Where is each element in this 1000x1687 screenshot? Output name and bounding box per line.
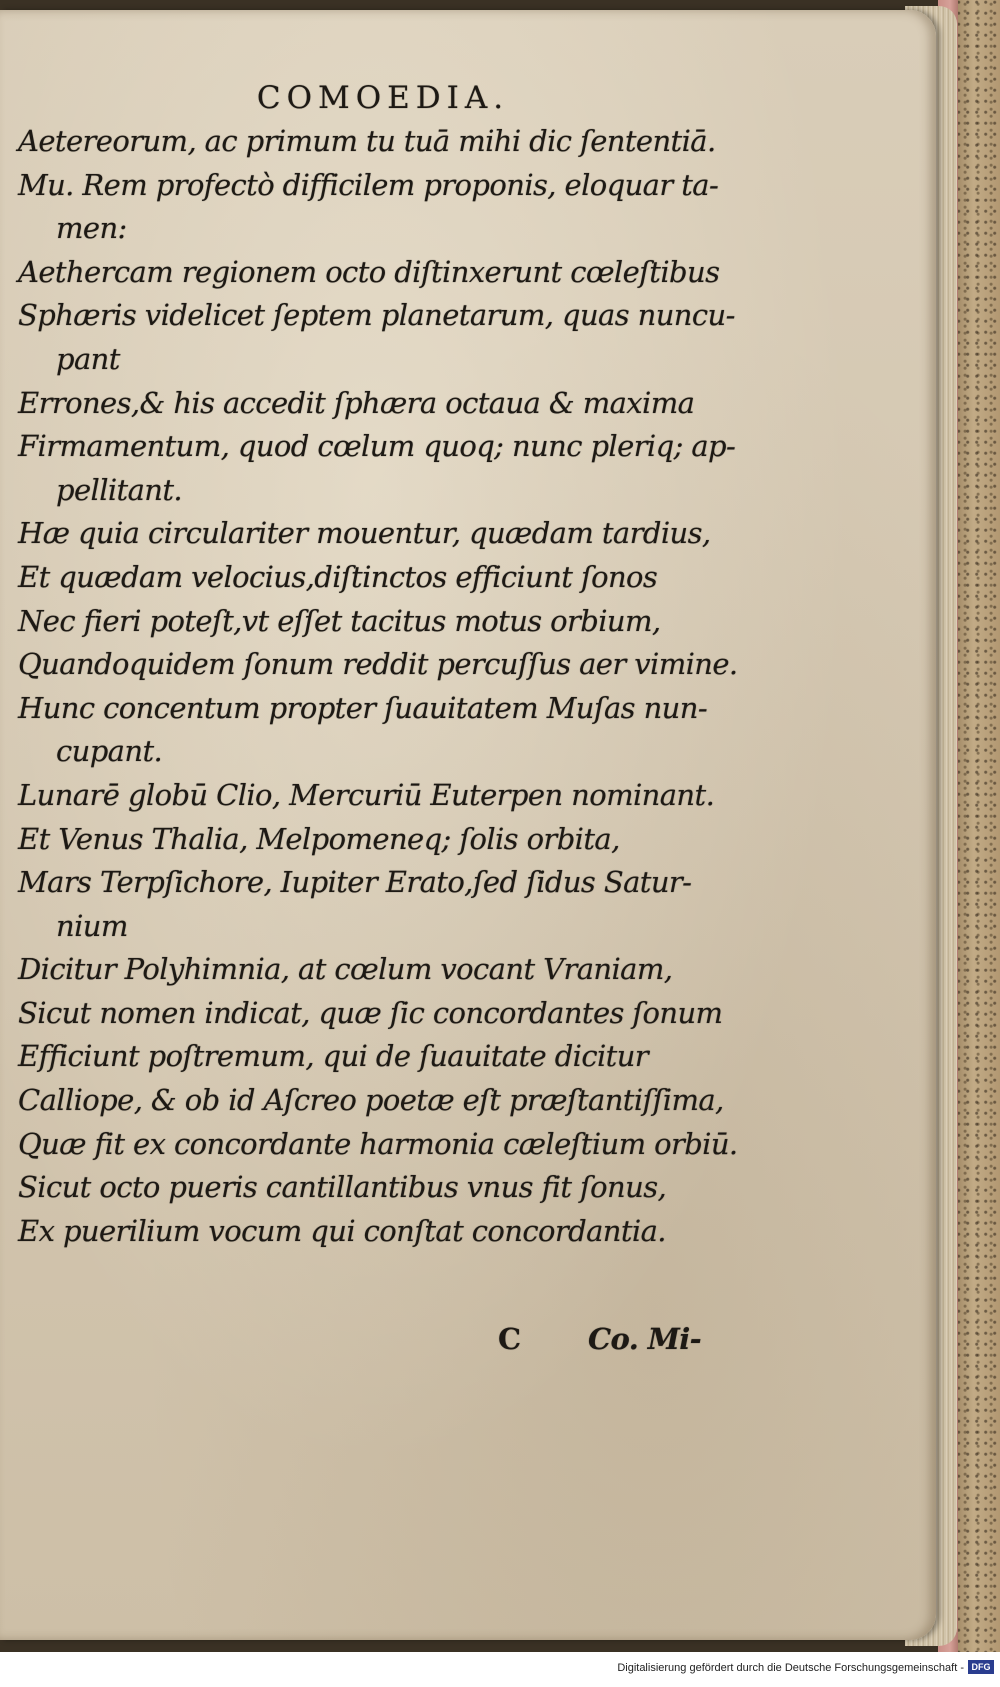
text-line: Quandoquidem ſonum reddit percuſſus aer vimine. xyxy=(18,647,738,682)
text-line: Sicut octo pueris cantillantibus vnus fit ſonus, xyxy=(18,1170,667,1205)
text-line: Lunarē globū Clio, Mercuriū Euterpen nominant. xyxy=(18,777,715,812)
page-footer xyxy=(18,1322,708,1362)
catchword: Co. Mi- xyxy=(588,1322,702,1356)
verse-lines xyxy=(18,120,738,1253)
dfg-logo: DFG xyxy=(968,1660,994,1674)
book-cover-board xyxy=(956,0,1000,1652)
text-line: Aethercam regionem octo diſtinxerunt cœleſtibus xyxy=(18,254,720,289)
text-line: Nec fieri poteſt,vt eſſet tacitus motus orbium, xyxy=(18,603,661,638)
text-line: Ex puerilium vocum qui conſtat concordantia. xyxy=(18,1213,666,1248)
text-line: Efficiunt poſtremum, qui de ſuauitate dicitur xyxy=(18,1039,649,1074)
book-page xyxy=(0,10,936,1640)
text-line: nium xyxy=(56,908,128,943)
text-line: Dicitur Polyhimnia, at cœlum vocant Vraniam, xyxy=(18,952,673,987)
text-line: men: xyxy=(56,211,127,246)
text-line: Sphæris videlicet ſeptem planetarum, quas nuncu- xyxy=(18,298,735,333)
text-line: Mars Terpſichore, Iupiter Erato,ſed ſidus Satur- xyxy=(18,865,692,900)
credit-bar xyxy=(0,1652,1000,1687)
text-line: pant xyxy=(56,341,120,376)
text-line: Calliope, & ob id Aſcreo poetæ eſt præſtantiſſima, xyxy=(18,1083,724,1118)
running-head: COMOEDIA. xyxy=(256,80,510,116)
text-line: Et quædam velocius,diſtinctos efficiunt ſonos xyxy=(18,559,658,594)
text-line: cupant. xyxy=(56,734,163,769)
text-line: Quæ fit ex concordante harmonia cæleſtium orbiū. xyxy=(18,1126,738,1161)
text-line: Mu. Rem profectò difficilem proponis, eloquar ta- xyxy=(18,167,719,202)
text-line: Aetereorum, ac primum tu tuā mihi dic ſententiā. xyxy=(18,124,716,158)
digitization-credit: Digitalisierung gefördert durch die Deutsche Forschungsgemeinschaft - xyxy=(617,1662,964,1674)
text-line: Firmamentum, quod cœlum quoq; nunc pleriq; ap- xyxy=(18,429,736,464)
text-line: Hæ quia circulariter mouentur, quædam tardius, xyxy=(18,516,711,551)
text-line: Errones,& his accedit ſphæra octaua & maxima xyxy=(18,385,695,420)
text-line: Sicut nomen indicat, quæ ſic concordantes ſonum xyxy=(18,995,723,1030)
text-line: Et Venus Thalia, Melpomeneq; ſolis orbita, xyxy=(18,821,620,856)
signature-mark: C xyxy=(498,1322,521,1356)
text-line: pellitant. xyxy=(56,472,183,507)
text-line: Hunc concentum propter ſuauitatem Muſas nun- xyxy=(18,690,708,725)
